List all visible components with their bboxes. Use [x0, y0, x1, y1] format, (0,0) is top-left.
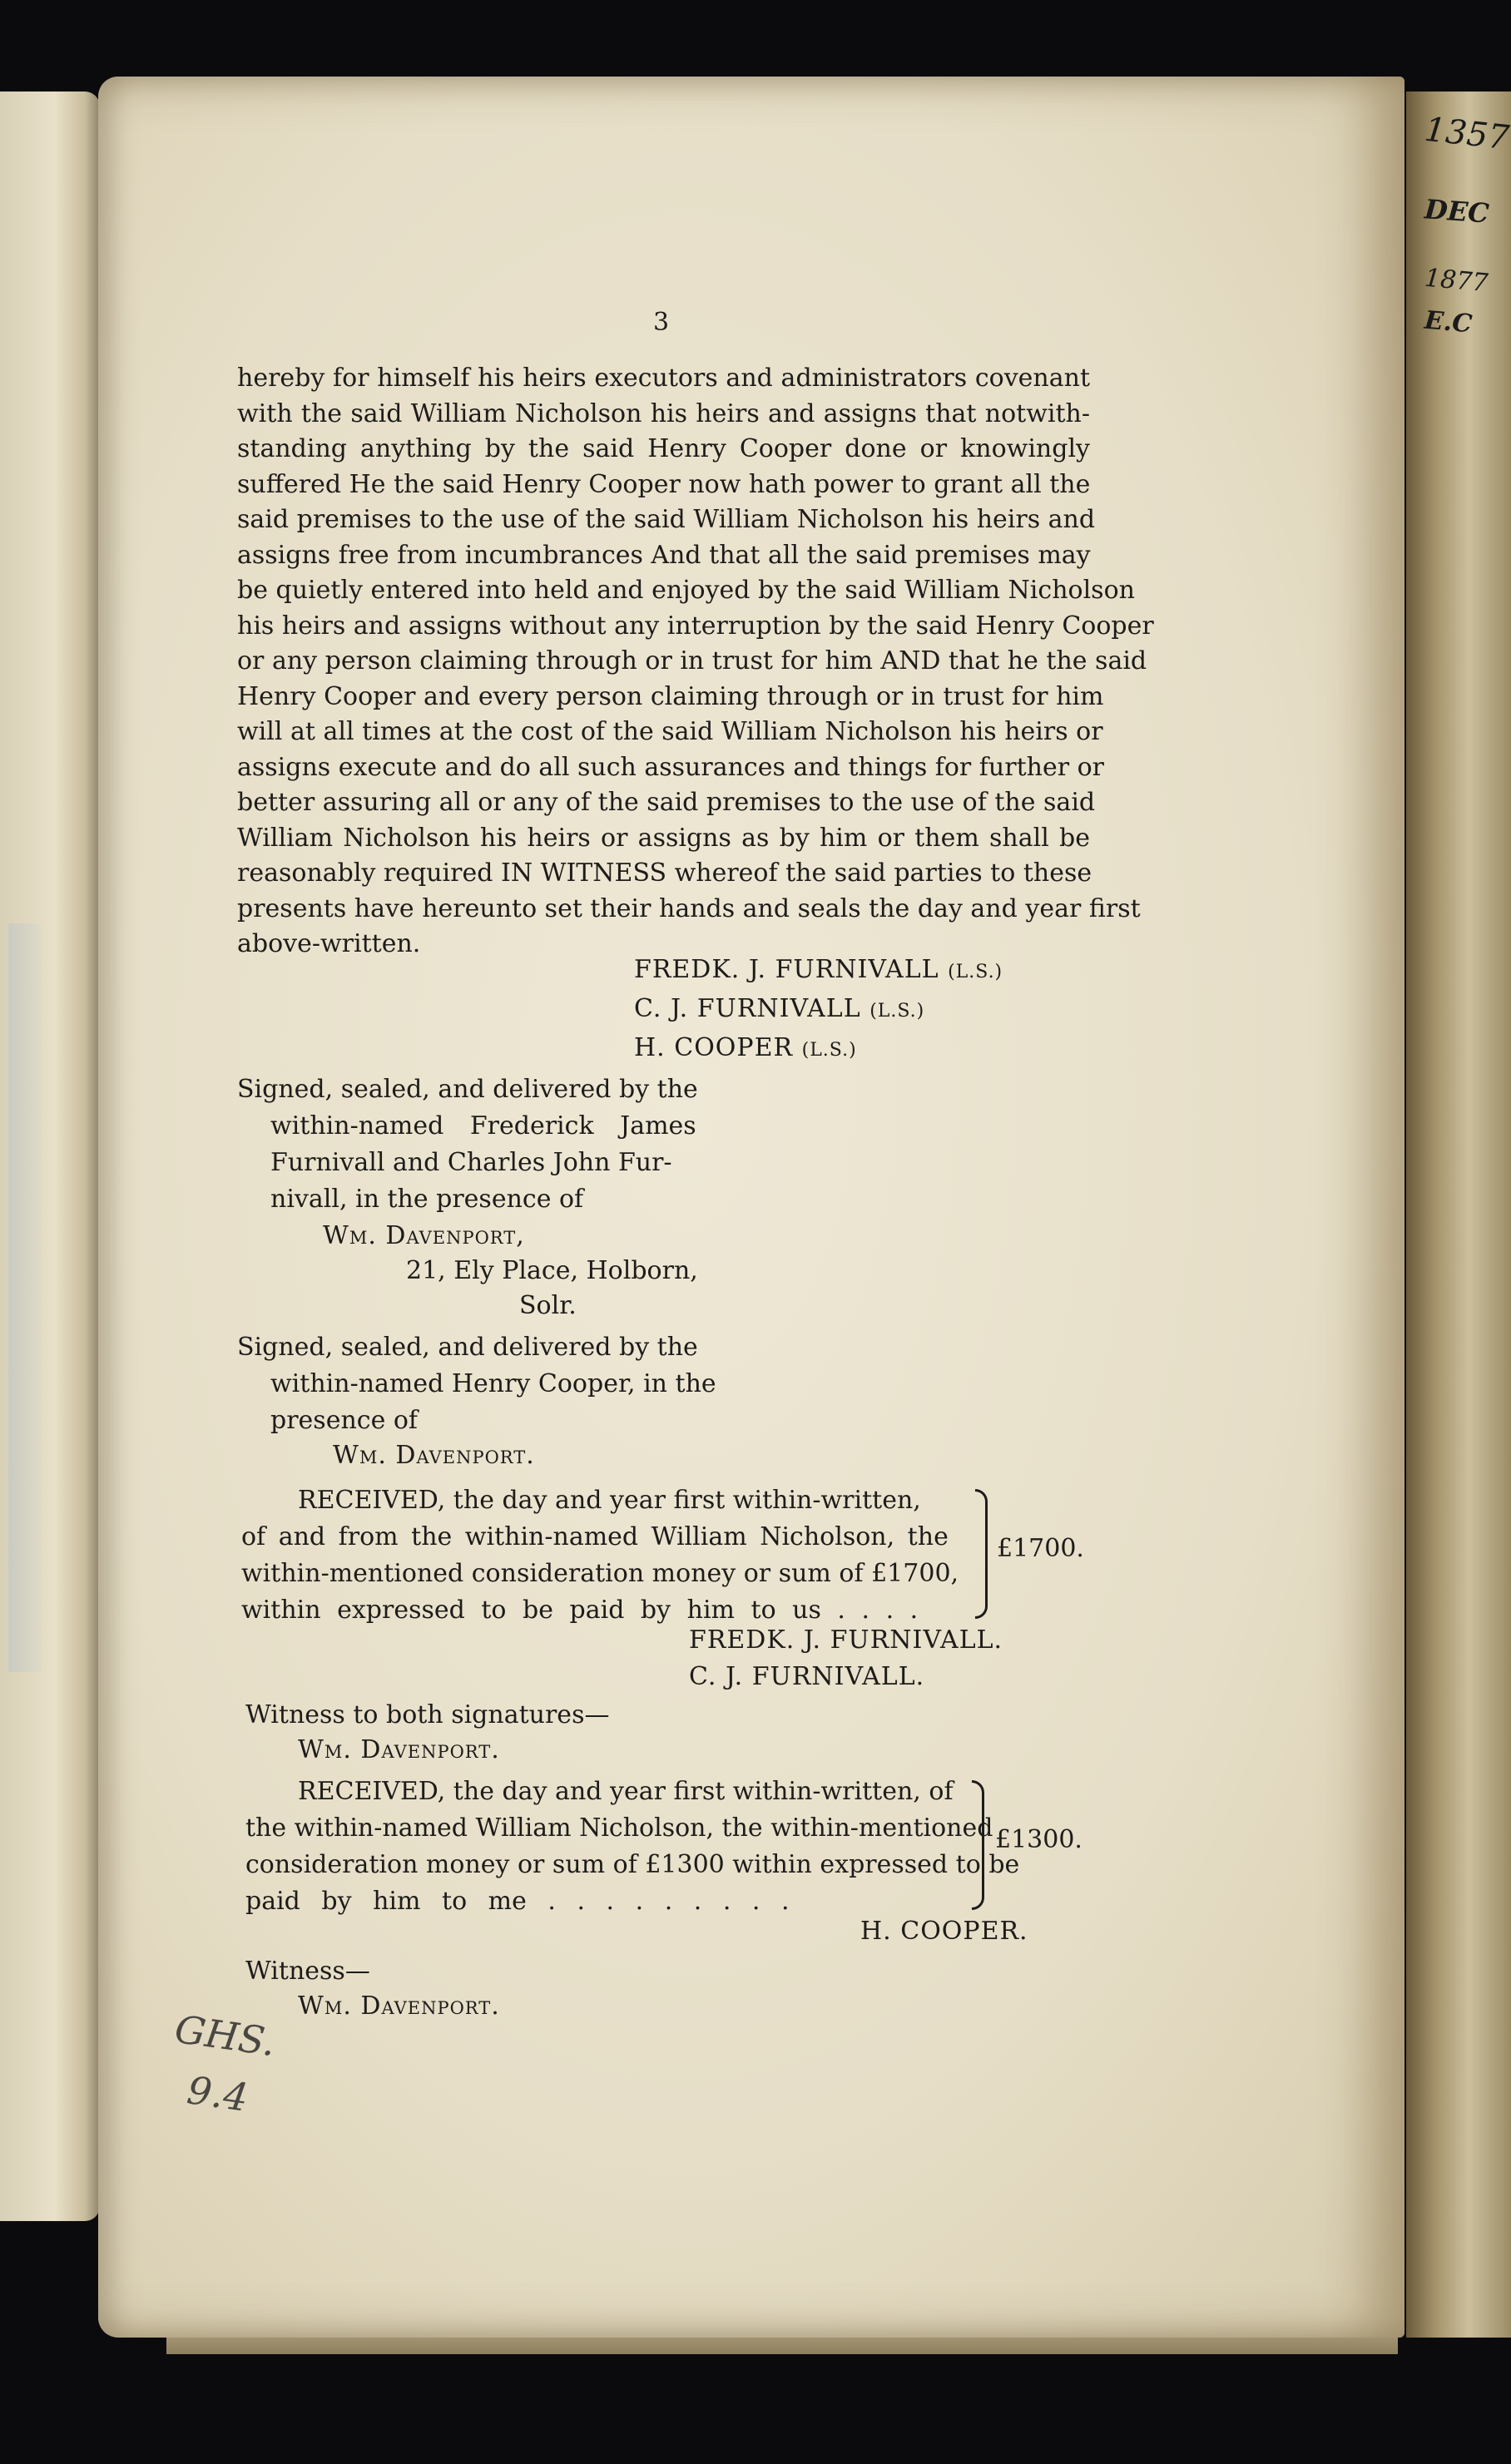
deed-body-line: hereby for himself his heirs executors and administrators covenant	[237, 364, 1090, 393]
deed-body-line: presents have hereunto set their hands and seals the day and year first	[237, 893, 1141, 923]
deed-body-line: suffered He the said Henry Cooper now hath power to grant all the	[237, 469, 1091, 499]
receipt-2-line-4: paid by him to me . . . . . . . . .	[245, 1887, 790, 1916]
deed-body-line: will at all times at the cost of the said William Nicholson his heirs or	[237, 717, 1103, 746]
deed-body-line: or any person claiming through or in trust for him AND that he the said	[237, 646, 1147, 675]
deed-body-line: be quietly entered into held and enjoyed by the said William Nicholson	[237, 576, 1135, 605]
left-page-map-strip	[8, 923, 42, 1672]
deed-body-line: reasonably required IN WITNESS whereof the said parties to these	[237, 858, 1092, 888]
side-tab-year: 1877	[1423, 263, 1489, 299]
attestation-1-witness: Wm. Davenport,	[323, 1221, 525, 1250]
attestation-2-line-3: presence of	[270, 1406, 419, 1435]
signature-3: H. COOPER (L.S.)	[634, 1033, 857, 1062]
receipt-1-amount: £1700.	[997, 1534, 1084, 1563]
left-page-edge	[0, 92, 100, 2221]
attestation-1-line-2: within-named Frederick James	[270, 1111, 696, 1140]
receipt-2-signer: H. COOPER.	[860, 1917, 1028, 1946]
attestation-1-line-1: Signed, sealed, and delivered by the	[237, 1075, 698, 1104]
signature-list	[634, 952, 1003, 1069]
attestation-1-title: Solr.	[519, 1291, 577, 1320]
signature-1: FREDK. J. FURNIVALL (L.S.)	[634, 955, 1003, 984]
deed-body-line: Henry Cooper and every person claiming through or in trust for him	[237, 681, 1104, 711]
handwritten-initials: GHS.	[171, 2006, 279, 2066]
side-tab-code: E.C	[1423, 305, 1474, 339]
deed-body-line: above-written.	[237, 929, 421, 958]
deed-body	[237, 361, 1154, 962]
receipt-2-line-2: the within-named William Nicholson, the within-mentioned	[245, 1813, 993, 1843]
receipt-1-line-2: of and from the within-named William Nicholson, the	[241, 1522, 949, 1551]
attestation-2-line-1: Signed, sealed, and delivered by the	[237, 1333, 698, 1362]
deed-body-line: better assuring all or any of the said premises to the use of the said	[237, 788, 1096, 817]
deed-body-line: standing anything by the said Henry Cooper done or knowingly	[237, 434, 1090, 463]
receipt-1-witness: Wm. Davenport.	[298, 1735, 500, 1764]
deed-body-line: said premises to the use of the said William Nicholson his heirs and	[237, 505, 1096, 534]
deed-body-line: his heirs and assigns without any interruption by the said Henry Cooper	[237, 611, 1154, 641]
receipt-2-line-1: RECEIVED, the day and year first within-written, of	[298, 1777, 954, 1806]
receipt-2-witness: Wm. Davenport.	[298, 1991, 500, 2021]
receipt-1-line-3: within-mentioned consideration money or sum of £1700,	[241, 1559, 959, 1588]
deed-body-line: with the said William Nicholson his heirs and assigns that notwith-	[237, 398, 1090, 428]
deed-body-text	[237, 361, 1154, 962]
side-paper-stack	[1406, 92, 1511, 2338]
receipt-2-amount: £1300.	[995, 1825, 1082, 1854]
receipt-2-line-3: consideration money or sum of £1300 within expressed to be	[245, 1850, 1020, 1879]
receipt-1-signer-1: FREDK. J. FURNIVALL.	[689, 1625, 1003, 1655]
deed-body-line: assigns free from incumbrances And that all the said premises may	[237, 540, 1091, 570]
receipt-2-witness-label: Witness—	[245, 1957, 370, 1986]
receipt-2-brace	[972, 1780, 984, 1910]
receipt-1-brace	[975, 1489, 988, 1619]
receipt-1-witness-label: Witness to both signatures—	[245, 1700, 610, 1729]
deed-body-line: William Nicholson his heirs or assigns as by him or them shall be	[237, 823, 1090, 853]
side-tab-number: 1357	[1422, 110, 1511, 158]
attestation-2-line-2: within-named Henry Cooper, in the	[270, 1369, 716, 1398]
receipt-1-line-4: within expressed to be paid by him to us . . . .	[241, 1596, 919, 1625]
attestation-1-line-4: nivall, in the presence of	[270, 1185, 584, 1214]
deed-body-line: assigns execute and do all such assurances and things for further or	[237, 752, 1104, 782]
attestation-2-witness: Wm. Davenport.	[333, 1441, 535, 1470]
attestation-1-address: 21, Ely Place, Holborn,	[406, 1256, 698, 1285]
signature-2: C. J. FURNIVALL (L.S.)	[634, 994, 925, 1023]
receipt-1-line-1: RECEIVED, the day and year first within-written,	[298, 1486, 921, 1515]
receipt-1-signer-2: C. J. FURNIVALL.	[689, 1662, 925, 1691]
page-number: 3	[653, 308, 670, 337]
attestation-1-line-3: Furnivall and Charles John Fur-	[270, 1148, 672, 1177]
side-tab-month: DEC	[1423, 193, 1490, 230]
handwritten-note: 9.4	[184, 2067, 251, 2120]
